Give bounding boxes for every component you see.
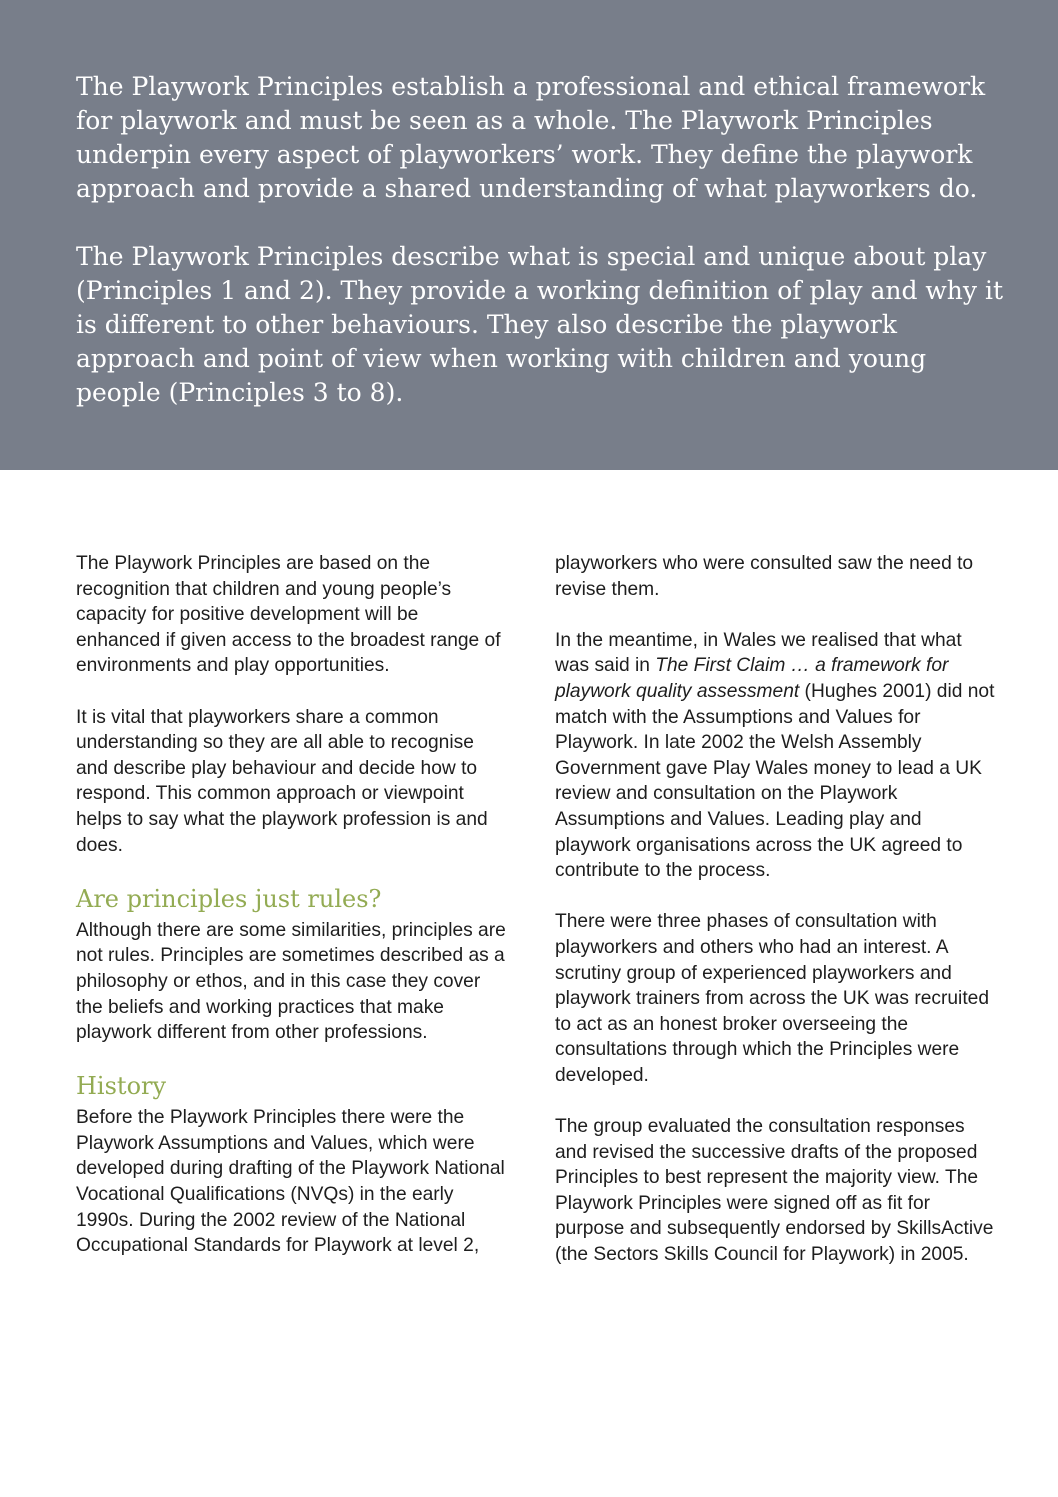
body-paragraph: The Playwork Principles are based on the recognition that children and young people’s capacity for positive development will be enhanced if given access to the broadest range of environments and play opportunities. bbox=[76, 553, 501, 677]
body-paragraph bbox=[555, 628, 995, 884]
right-column bbox=[555, 551, 995, 1293]
body-paragraph: playworkers who were consulted saw the need to revise them. bbox=[555, 553, 974, 600]
body-paragraph: Although there are some similarities, principles are not rules. Principles are sometimes described as a philosophy or ethos, and in this case they cover the beliefs and working practices that make playwork different from other professions. bbox=[76, 919, 506, 1044]
left-column bbox=[76, 551, 506, 1284]
intro-paragraph-2: The Playwork Principles describe what is special and unique about play (Principles 1 and 2). They provide a working definition of play and why it is different to other behaviours. They also describe the playwork approach and point of view when working with children and young people (Principles 3 to 8). bbox=[76, 242, 1004, 407]
text-span: (Hughes 2001) did not match with the Assumptions and Values for Playwork. In late 2002 the Welsh Assembly Government gave Play Wales money to lead a UK review and consultation on the Playwork Assumptions and Values. Leading play and playwork organisations across the UK agreed to contribute to the process. bbox=[555, 680, 995, 882]
publication-title: The First Claim … a framework for playwork quality assessment bbox=[555, 655, 949, 702]
intro-text bbox=[76, 70, 1006, 444]
intro-paragraph-1: The Playwork Principles establish a professional and ethical framework for playwork and must be seen as a whole. The Playwork Principles underpin every aspect of playworkers’ work. They define the playwork approach and provide a shared understanding of what playworkers do. bbox=[76, 72, 986, 203]
body-paragraph: It is vital that playworkers share a common understanding so they are all able to recognise and describe play behaviour and decide how to respond. This common approach or viewpoint helps to say what the playwork profession is and does. bbox=[76, 706, 488, 856]
body-paragraph: Before the Playwork Principles there were the Playwork Assumptions and Values, which were developed during drafting of the Playwork National Vocational Qualifications (NVQs) in the early 1990s. During the 2002 review of the National Occupational Standards for Playwork at level 2, bbox=[76, 1107, 505, 1257]
section-heading-principles: Are principles just rules? bbox=[76, 884, 382, 913]
section-heading-history: History bbox=[76, 1072, 167, 1101]
intro-banner bbox=[0, 0, 1058, 470]
body-paragraph: The group evaluated the consultation responses and revised the successive drafts of the proposed Principles to best represent the majority view. The Playwork Principles were signed off as fit for purpose and subsequently endorsed by SkillsActive (the Sectors Skills Council for Playwork) in 2005. bbox=[555, 1116, 994, 1266]
body-paragraph: There were three phases of consultation with playworkers and others who had an interest. A scrutiny group of experienced playworkers and playwork trainers from across the UK was recruited to act as an honest broker overseeing the consultations through which the Principles were developed. bbox=[555, 911, 989, 1086]
text-span: In the meantime, in Wales we realised that what was said in bbox=[555, 629, 962, 677]
